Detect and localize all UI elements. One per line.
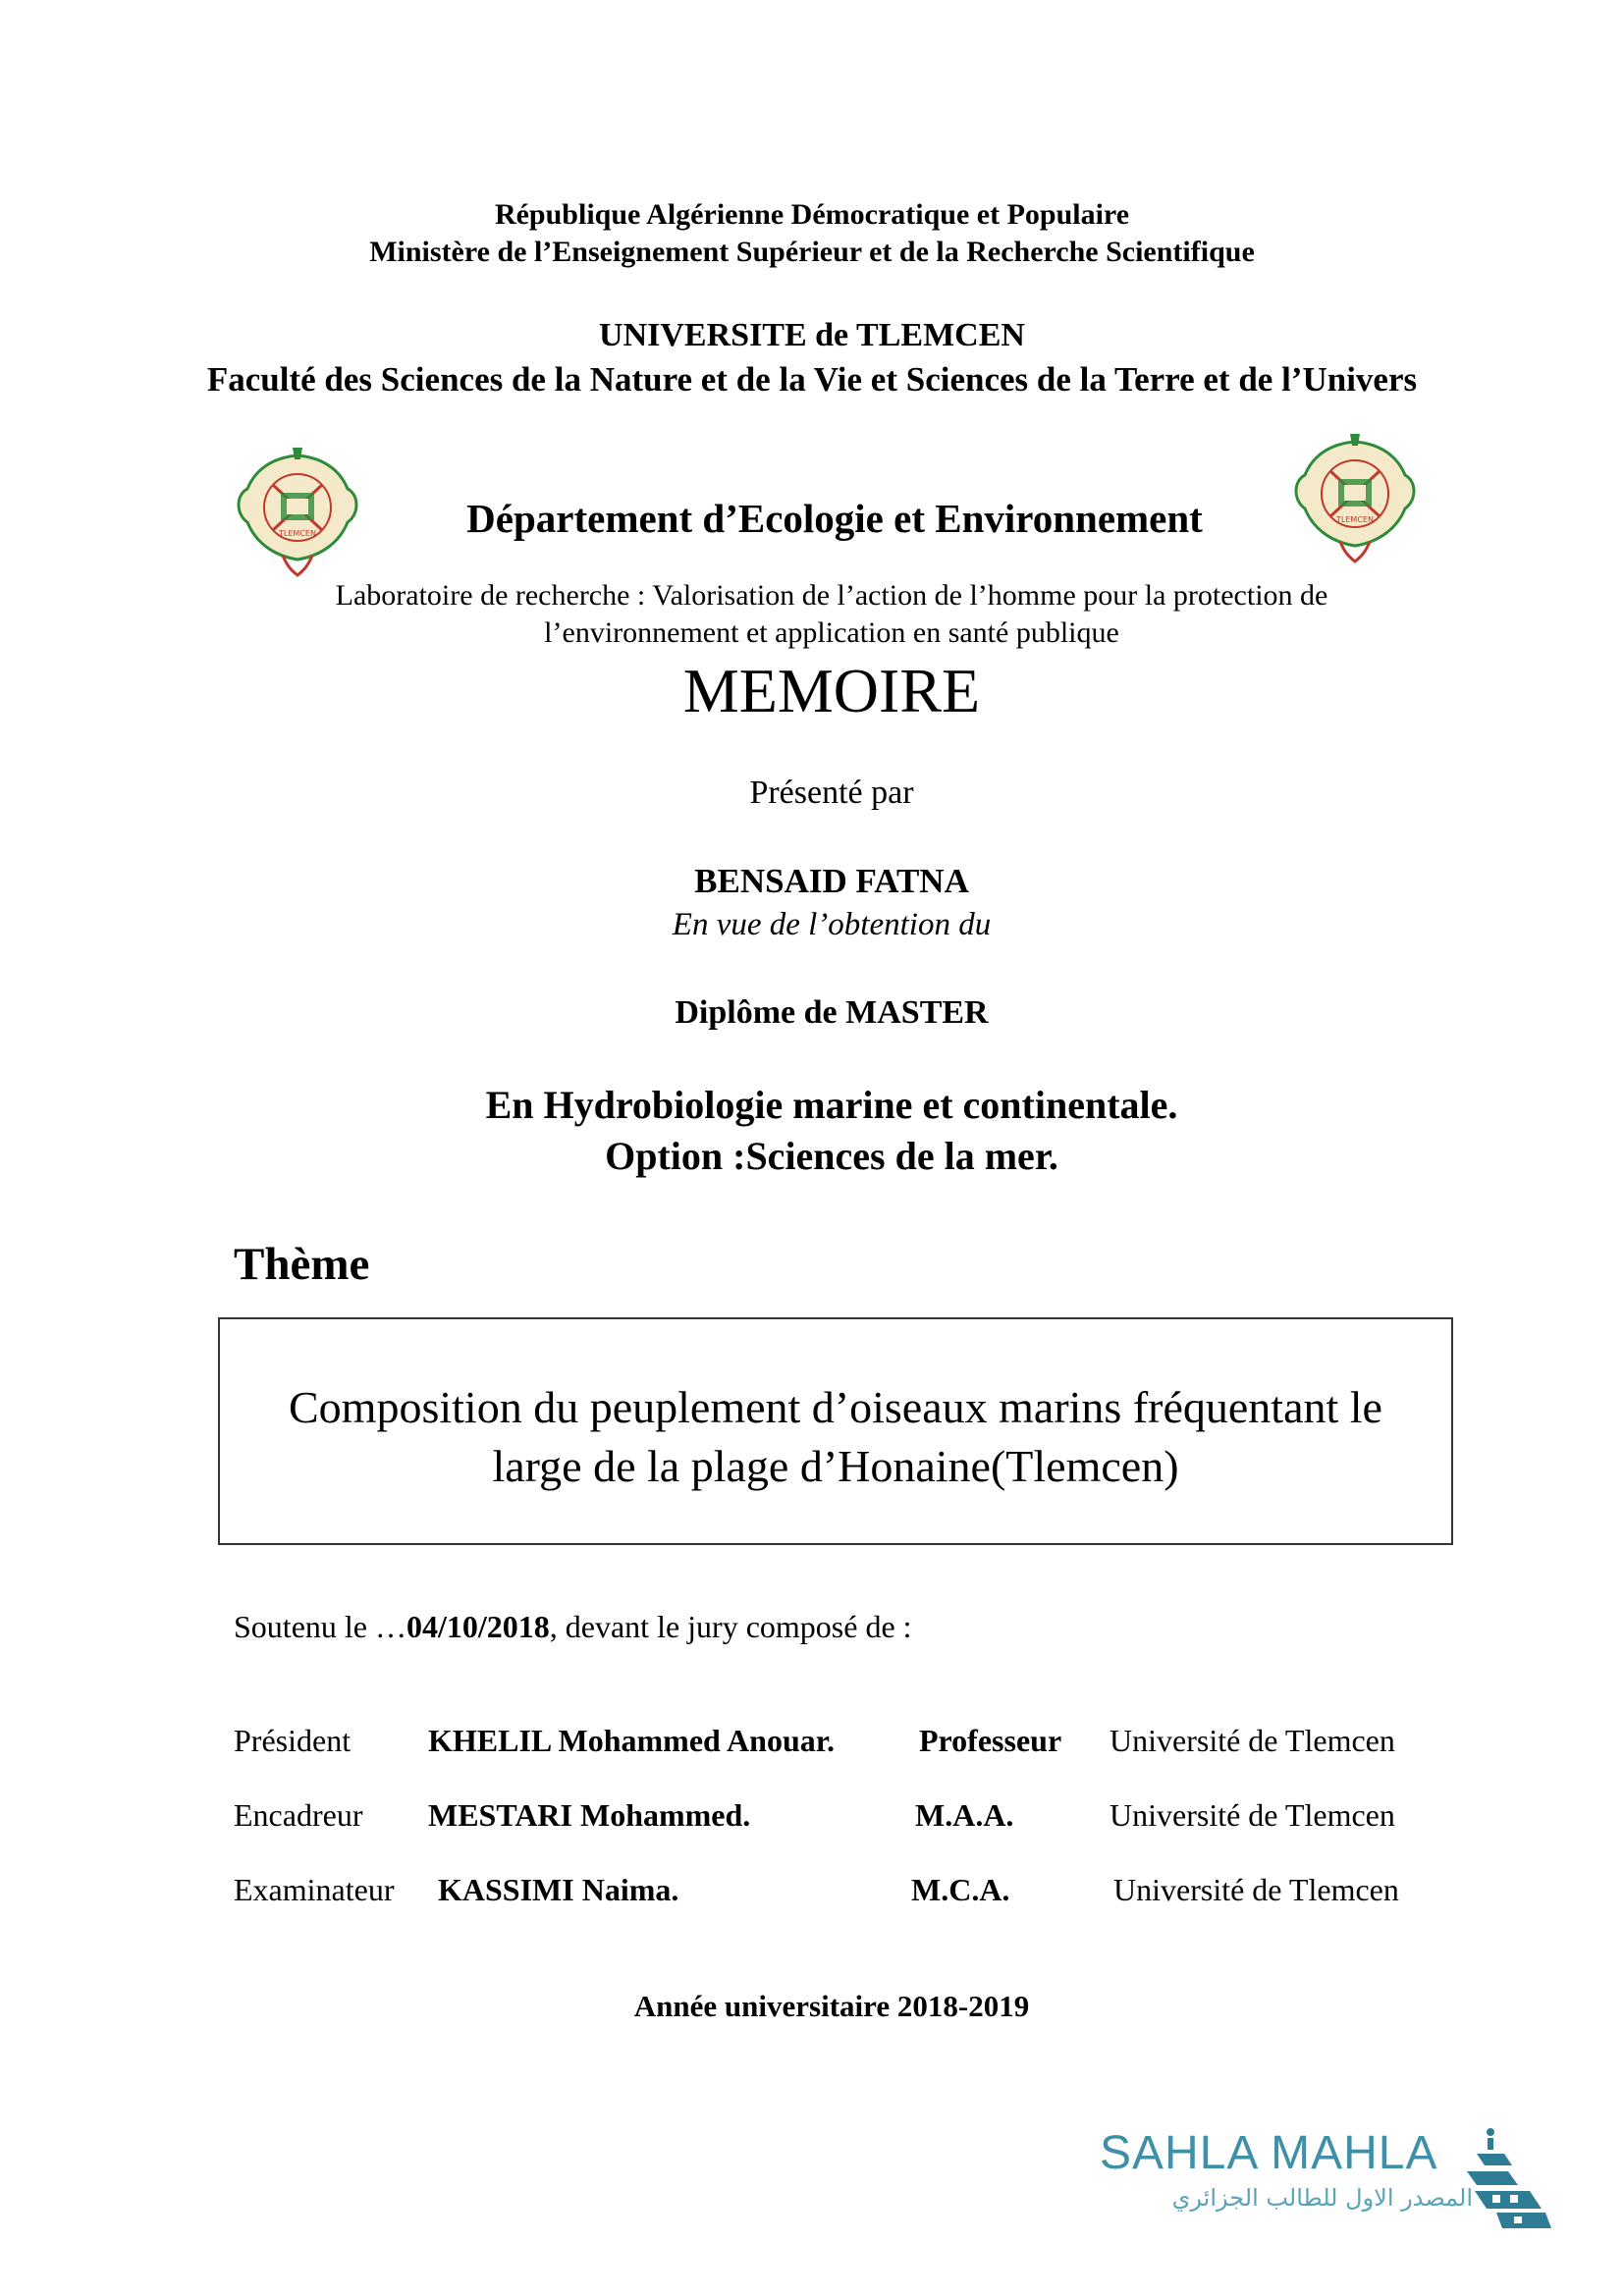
jury-name: MESTARI Mohammed. (428, 1797, 751, 1833)
defense-suffix: , devant le jury composé de : (549, 1609, 912, 1644)
seal-text: TLEMCEN (279, 529, 316, 538)
jury-role: Encadreur (234, 1797, 363, 1833)
seal-text: TLEMCEN (1336, 515, 1374, 524)
defense-date: 04/10/2018 (406, 1609, 550, 1644)
jury-role: Président (234, 1723, 352, 1758)
jury-institution: Université de Tlemcen (1110, 1797, 1395, 1833)
republic-heading: République Algérienne Démocratique et Populaire (494, 198, 1130, 231)
jury-institution: Université de Tlemcen (1110, 1723, 1395, 1758)
faculty-name: Faculté des Sciences de la Nature et de la Vie et Sciences de la Terre et de l’Univers (206, 360, 1418, 399)
theme-box (218, 1317, 1453, 1545)
jury-name: KHELIL Mohammed Anouar. (428, 1723, 836, 1758)
jury-institution: Université de Tlemcen (1113, 1872, 1399, 1907)
theme-text (220, 1378, 1451, 1496)
ministry-heading: Ministère de l’Enseignement Supérieur et de la Recherche Scientifique (369, 236, 1255, 268)
jury-rank: M.C.A. (911, 1872, 1010, 1907)
lab-line-2: l’environnement et application en santé publique (544, 616, 1119, 649)
university-name: UNIVERSITE de TLEMCEN (599, 317, 1025, 353)
defense-line (234, 1606, 912, 1647)
theme-line-1: Composition du peuplement d’oiseaux marins fréquentant le (289, 1382, 1382, 1432)
department-name: Département d’Ecologie et Environnement (466, 496, 1203, 541)
jury-rank: Professeur (919, 1723, 1062, 1758)
document-title: MEMOIRE (682, 656, 981, 725)
theme-line-2: large de la plage d’Honaine(Tlemcen) (492, 1441, 1179, 1491)
presented-by: Présenté par (749, 774, 914, 811)
brand-tagline: المصدر الاول للطالب الجزائري (1171, 2184, 1473, 2212)
theme-label: Thème (234, 1239, 370, 1290)
jury-name: KASSIMI Naima. (438, 1872, 679, 1907)
author-name: BENSAID FATNA (694, 862, 969, 900)
lab-line-1: Laboratoire de recherche : Valorisation de l’action de l’homme pour la protection de (335, 579, 1328, 612)
brand-name: SAHLA MAHLA (1100, 2127, 1438, 2179)
sahla-mahla-watermark (1100, 2126, 1561, 2234)
defense-prefix: Soutenu le … (234, 1609, 406, 1644)
jury-role: Examinateur (234, 1872, 395, 1907)
academic-year: Année universitaire 2018-2019 (633, 1989, 1030, 2023)
specialty-line-2: Option :Sciences de la mer. (605, 1134, 1058, 1178)
brand-emblem-icon (1457, 2126, 1555, 2234)
jury-rank: M.A.A. (915, 1797, 1014, 1833)
specialty-line-1: En Hydrobiologie marine et continentale. (485, 1083, 1178, 1127)
diploma-title: Diplôme de MASTER (675, 994, 989, 1031)
obtention-text: En vue de l’obtention du (672, 907, 992, 942)
